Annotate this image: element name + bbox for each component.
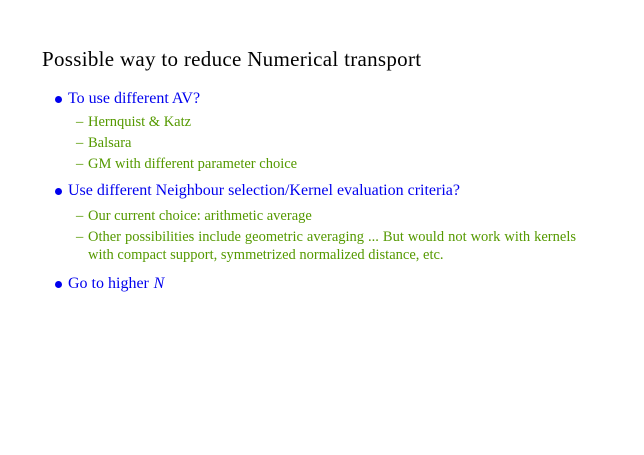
subitem	[76, 114, 576, 132]
dash-icon: –	[76, 156, 84, 172]
subitem-text: Other possibilities include geometric averaging ... But would not work with kernels with compact support, symmetrized normalized distance, etc.	[88, 229, 576, 263]
subitem	[76, 208, 576, 226]
math-symbol-N: N	[153, 275, 165, 292]
slide-title: Possible way to reduce Numerical transport	[42, 47, 422, 71]
bullet-item	[55, 274, 164, 294]
subitem-text: Hernquist & Katz	[88, 114, 192, 130]
bullet-icon	[55, 96, 62, 103]
dash-icon: –	[76, 229, 84, 245]
subitem-text: GM with different parameter choice	[88, 156, 298, 172]
bullet-label: Go to higher	[68, 275, 149, 292]
dash-icon: –	[76, 135, 84, 151]
dash-icon: –	[76, 208, 84, 224]
subitem	[76, 156, 576, 174]
subitem-text: Balsara	[88, 135, 132, 151]
bullet-item	[55, 181, 460, 201]
subitem-text: Our current choice: arithmetic average	[88, 208, 312, 224]
bullet-icon	[55, 281, 62, 288]
subitem	[76, 135, 576, 153]
subitem	[76, 229, 576, 264]
bullet-label: Use different Neighbour selection/Kernel evaluation criteria?	[68, 182, 460, 199]
bullet-item	[55, 89, 200, 109]
bullet-icon	[55, 188, 62, 195]
dash-icon: –	[76, 114, 84, 130]
bullet-label: To use different AV?	[68, 90, 201, 107]
